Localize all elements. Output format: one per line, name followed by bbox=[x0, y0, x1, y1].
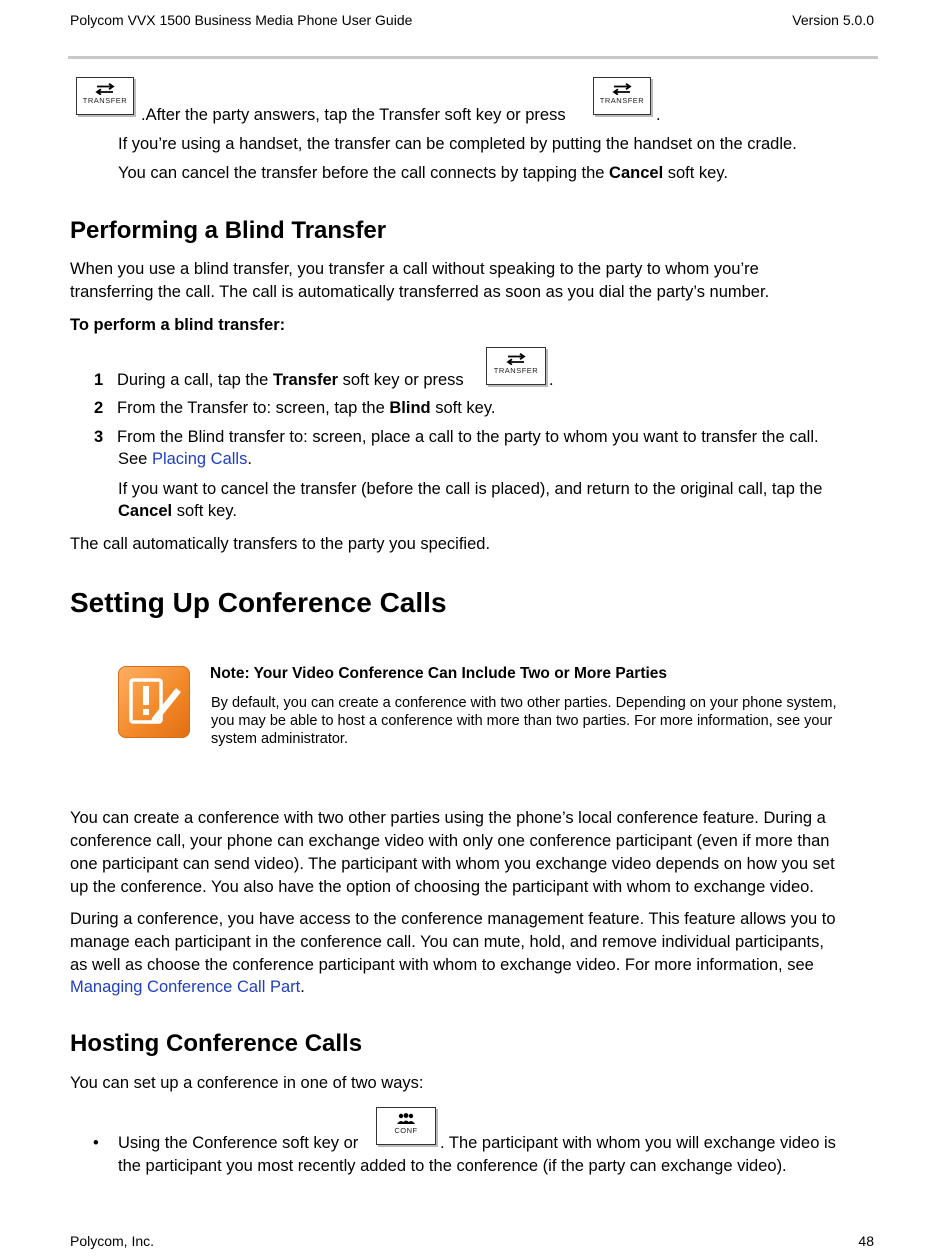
conference-p1-line1: You can create a conference with two other parties using the phone’s local conference feature. During a bbox=[70, 809, 826, 827]
managing-conference-link[interactable]: Managing Conference Call Part bbox=[70, 978, 301, 996]
conference-p2-line2: manage each participant in the conference call. You can mute, hold, and remove individual participants, bbox=[70, 933, 824, 951]
top-line3: You can cancel the transfer before the call connects by tapping the Cancel soft key. bbox=[118, 164, 728, 182]
step-number: 2 bbox=[94, 399, 104, 417]
note-line-3: system administrator. bbox=[211, 731, 348, 747]
step-1-end: . bbox=[549, 371, 554, 389]
conference-p2-line4: Managing Conference Call Part. bbox=[70, 978, 305, 996]
conference-p2-line3: as well as choose the conference participant with whom to exchange video. For more information, see bbox=[70, 956, 814, 974]
step-1-text: During a call, tap the Transfer soft key or press bbox=[117, 371, 464, 389]
top-line1-end: . bbox=[656, 106, 661, 124]
transfer-arrows-icon bbox=[611, 83, 633, 95]
step-3-see: See Placing Calls. bbox=[118, 450, 252, 468]
conference-p2-line1: During a conference, you have access to the conference management feature. This feature allows you to bbox=[70, 910, 836, 928]
bullet-1-text-a: Using the Conference soft key or bbox=[118, 1134, 359, 1152]
conference-p1-line3: one participant can send video). The participant with whom you exchange video depends on how you set bbox=[70, 855, 835, 873]
step-3-note-1: If you want to cancel the transfer (before the call is placed), and return to the original call, tap the bbox=[118, 480, 823, 498]
header-rule bbox=[68, 56, 878, 59]
header-version: Version 5.0.0 bbox=[792, 12, 874, 28]
transfer-key-image bbox=[593, 77, 651, 115]
transfer-key-label: TRANSFER bbox=[493, 366, 539, 375]
heading-hosting: Hosting Conference Calls bbox=[70, 1030, 363, 1057]
hosting-intro: You can set up a conference in one of two ways: bbox=[70, 1074, 424, 1092]
footer-company: Polycom, Inc. bbox=[70, 1233, 155, 1249]
transfer-arrows-icon bbox=[505, 353, 527, 365]
note-line-2: you may be able to host a conference with more than two parties. For more information, see your bbox=[211, 713, 833, 729]
note-pencil-icon bbox=[118, 666, 190, 738]
conf-key-image bbox=[376, 1107, 436, 1145]
note-title: Note: Your Video Conference Can Include Two or More Parties bbox=[210, 665, 668, 682]
blind-intro-1: When you use a blind transfer, you transfer a call without speaking to the party to whom you’re bbox=[70, 260, 759, 278]
top-line1: .After the party answers, tap the Transfer soft key or press bbox=[141, 106, 566, 124]
note-icon bbox=[118, 666, 190, 738]
bullet-marker: • bbox=[93, 1134, 99, 1152]
transfer-arrows-icon bbox=[94, 83, 116, 95]
conference-p1-line2: conference call, your phone can exchange video with only one conference participant (even if more than bbox=[70, 832, 830, 850]
step-3-text: From the Blind transfer to: screen, place a call to the party to whom you want to transfer the call. bbox=[117, 428, 819, 446]
bullet-1-text-b: . The participant with whom you will exchange video is bbox=[440, 1134, 836, 1152]
step-3-note-2: Cancel soft key. bbox=[118, 502, 237, 520]
transfer-key-image bbox=[76, 77, 134, 115]
blind-intro-2: transferring the call. The call is automatically transferred as soon as you dial the party’s number. bbox=[70, 283, 770, 301]
conference-people-icon bbox=[396, 1113, 416, 1125]
step-number: 3 bbox=[94, 428, 104, 446]
bullet-1-line2: the participant you most recently added to the conference (if the party can exchange video). bbox=[118, 1157, 787, 1175]
note-line-1: By default, you can create a conference with two other parties. Depending on your phone system, bbox=[211, 695, 837, 711]
page-number: 48 bbox=[858, 1233, 874, 1249]
heading-conference: Setting Up Conference Calls bbox=[70, 587, 447, 618]
procedure-title: To perform a blind transfer: bbox=[70, 316, 286, 334]
transfer-key-label: TRANSFER bbox=[599, 96, 645, 105]
top-line2: If you’re using a handset, the transfer can be completed by putting the handset on the cradle. bbox=[118, 135, 797, 153]
conference-p1-line4: up the conference. You also have the option of choosing the participant with whom to exchange video. bbox=[70, 878, 814, 896]
heading-blind-transfer: Performing a Blind Transfer bbox=[70, 217, 387, 244]
blind-result: The call automatically transfers to the party you specified. bbox=[70, 535, 491, 553]
header-title: Polycom VVX 1500 Business Media Phone User Guide bbox=[70, 12, 413, 28]
placing-calls-link[interactable]: Placing Calls bbox=[151, 450, 248, 468]
step-2-text: From the Transfer to: screen, tap the Blind soft key. bbox=[117, 399, 496, 417]
conf-key-label: CONF bbox=[394, 1126, 418, 1135]
transfer-key-label: TRANSFER bbox=[82, 96, 128, 105]
transfer-key-image bbox=[486, 347, 546, 385]
step-number: 1 bbox=[94, 371, 104, 389]
